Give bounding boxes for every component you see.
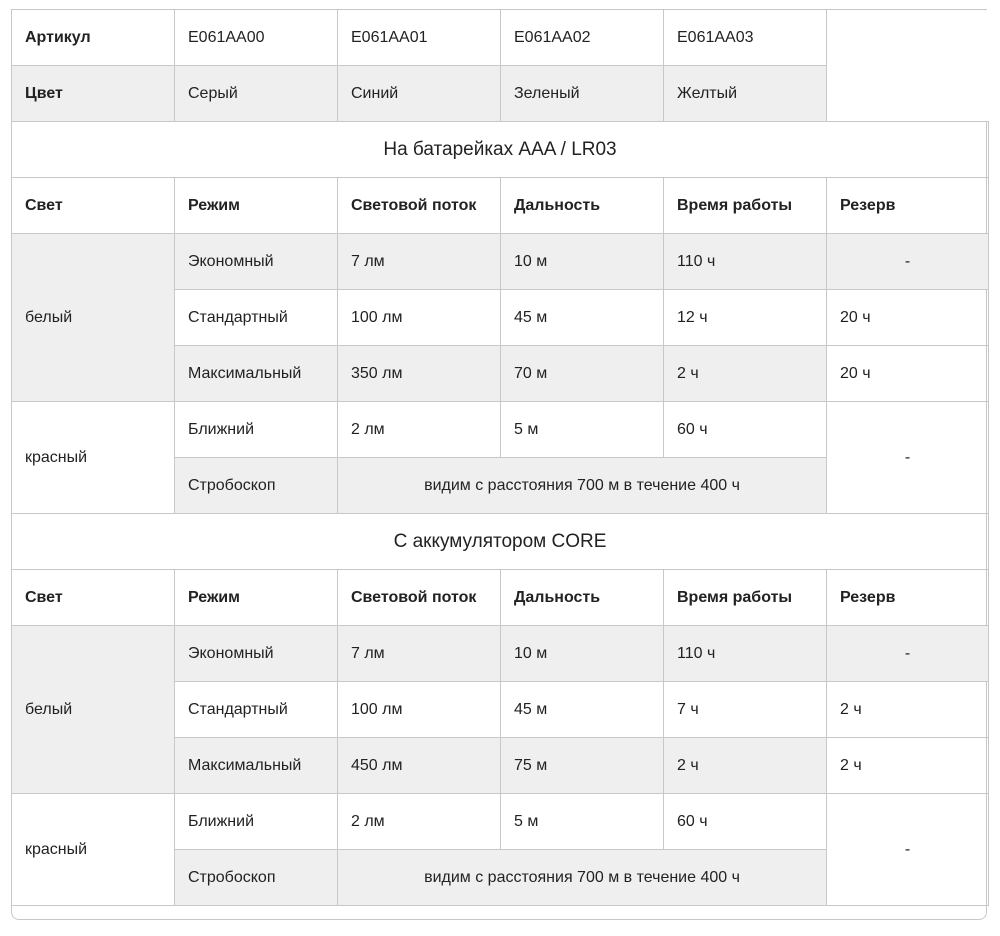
range-cell: 75 м — [501, 738, 664, 794]
header-row — [12, 178, 989, 234]
header-light: Свет — [12, 178, 175, 234]
range-cell: 70 м — [501, 346, 664, 402]
header-range: Дальность — [501, 570, 664, 626]
light-white: белый — [12, 234, 175, 402]
reserve-cell: 2 ч — [827, 682, 989, 738]
mode-cell: Стробоскоп — [175, 850, 338, 906]
flux-cell: 7 лм — [338, 626, 501, 682]
section-title-row — [12, 122, 989, 178]
section-title-row — [12, 514, 989, 570]
range-cell: 45 м — [501, 682, 664, 738]
header-range: Дальность — [501, 178, 664, 234]
runtime-cell: 60 ч — [664, 794, 827, 850]
reserve-cell: 20 ч — [827, 290, 989, 346]
empty-cell — [827, 10, 989, 66]
table-row — [12, 402, 989, 458]
flux-cell: 100 лм — [338, 682, 501, 738]
reserve-cell: 20 ч — [827, 346, 989, 402]
article-value: E061AA02 — [501, 10, 664, 66]
light-red: красный — [12, 402, 175, 514]
runtime-cell: 2 ч — [664, 738, 827, 794]
strobe-note: видим с расстояния 700 м в течение 400 ч — [338, 850, 827, 906]
range-cell: 10 м — [501, 626, 664, 682]
range-cell: 5 м — [501, 794, 664, 850]
color-value: Желтый — [664, 66, 827, 122]
range-cell: 45 м — [501, 290, 664, 346]
header-mode: Режим — [175, 570, 338, 626]
header-runtime: Время работы — [664, 570, 827, 626]
header-reserve: Резерв — [827, 570, 989, 626]
runtime-cell: 110 ч — [664, 234, 827, 290]
header-flux: Световой поток — [338, 570, 501, 626]
color-value: Зеленый — [501, 66, 664, 122]
reserve-cell: - — [827, 234, 989, 290]
flux-cell: 350 лм — [338, 346, 501, 402]
runtime-cell: 60 ч — [664, 402, 827, 458]
article-value: E061AA03 — [664, 10, 827, 66]
header-flux: Световой поток — [338, 178, 501, 234]
reserve-cell: - — [827, 626, 989, 682]
light-white: белый — [12, 626, 175, 794]
section-title: На батарейках AAA / LR03 — [12, 122, 989, 178]
color-value: Синий — [338, 66, 501, 122]
reserve-cell: - — [827, 402, 989, 514]
flux-cell: 2 лм — [338, 402, 501, 458]
section-title: С аккумулятором CORE — [12, 514, 989, 570]
mode-cell: Экономный — [175, 626, 338, 682]
flux-cell: 7 лм — [338, 234, 501, 290]
runtime-cell: 12 ч — [664, 290, 827, 346]
color-row — [12, 66, 989, 122]
header-row — [12, 570, 989, 626]
range-cell: 5 м — [501, 402, 664, 458]
runtime-cell: 7 ч — [664, 682, 827, 738]
table-row — [12, 794, 989, 850]
mode-cell: Стандартный — [175, 290, 338, 346]
article-label: Артикул — [12, 10, 175, 66]
mode-cell: Максимальный — [175, 346, 338, 402]
specs-table — [11, 9, 989, 906]
light-red: красный — [12, 794, 175, 906]
header-mode: Режим — [175, 178, 338, 234]
strobe-note: видим с расстояния 700 м в течение 400 ч — [338, 458, 827, 514]
table-row — [12, 626, 989, 682]
flux-cell: 100 лм — [338, 290, 501, 346]
header-runtime: Время работы — [664, 178, 827, 234]
header-light: Свет — [12, 570, 175, 626]
empty-cell — [827, 66, 989, 122]
table-row — [12, 234, 989, 290]
article-value: E061AA00 — [175, 10, 338, 66]
color-value: Серый — [175, 66, 338, 122]
color-label: Цвет — [12, 66, 175, 122]
mode-cell: Экономный — [175, 234, 338, 290]
flux-cell: 2 лм — [338, 794, 501, 850]
mode-cell: Максимальный — [175, 738, 338, 794]
mode-cell: Ближний — [175, 402, 338, 458]
runtime-cell: 110 ч — [664, 626, 827, 682]
article-row — [12, 10, 989, 66]
header-reserve: Резерв — [827, 178, 989, 234]
mode-cell: Стробоскоп — [175, 458, 338, 514]
flux-cell: 450 лм — [338, 738, 501, 794]
mode-cell: Стандартный — [175, 682, 338, 738]
article-value: E061AA01 — [338, 10, 501, 66]
range-cell: 10 м — [501, 234, 664, 290]
runtime-cell: 2 ч — [664, 346, 827, 402]
reserve-cell: 2 ч — [827, 738, 989, 794]
reserve-cell: - — [827, 794, 989, 906]
mode-cell: Ближний — [175, 794, 338, 850]
